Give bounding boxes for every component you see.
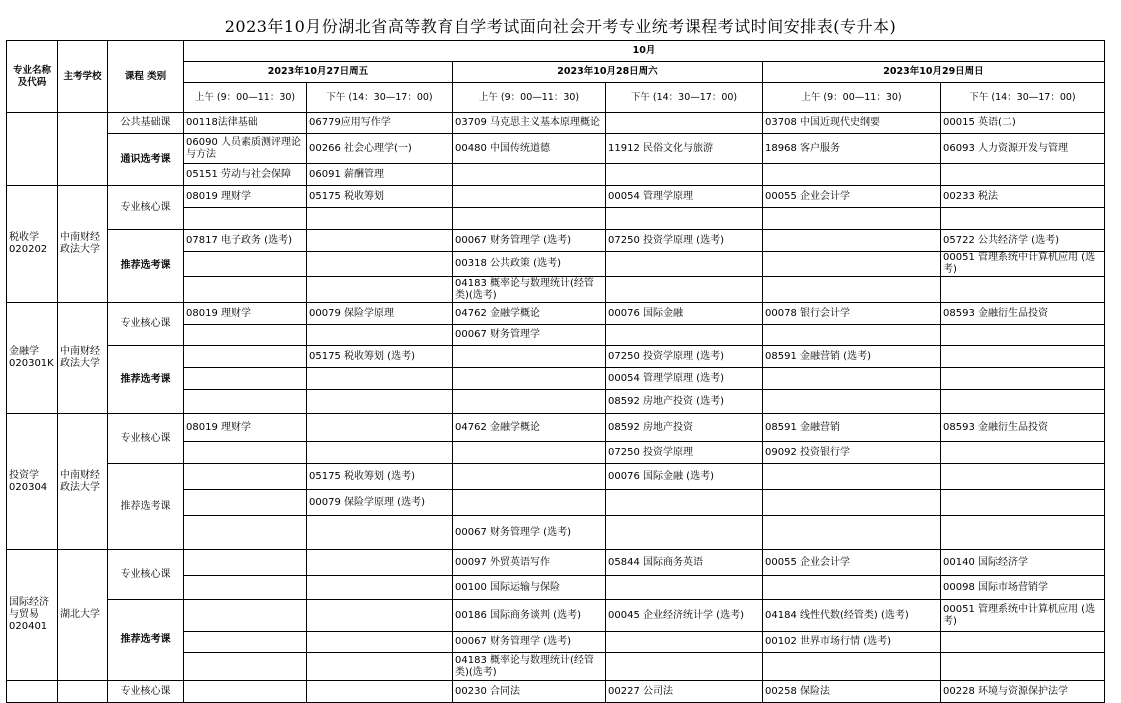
course-cell xyxy=(941,632,1105,653)
course-cell xyxy=(307,230,453,252)
course-cell xyxy=(763,516,941,550)
course-cell: 00054 管理学原理 (选考) xyxy=(606,368,763,390)
course-cell xyxy=(307,208,453,230)
course-cell xyxy=(941,490,1105,516)
header-school: 主考学校 xyxy=(58,41,108,113)
category-core: 专业核心课 xyxy=(108,681,184,703)
course-cell: 08591 金融营销 (选考) xyxy=(763,346,941,368)
course-cell xyxy=(184,442,307,464)
course-cell xyxy=(606,164,763,186)
course-cell xyxy=(184,464,307,490)
course-cell xyxy=(453,368,606,390)
table-row xyxy=(7,414,1105,442)
course-cell: 00097 外贸英语写作 xyxy=(453,550,606,576)
course-cell xyxy=(307,632,453,653)
major-name: 投资学020304 xyxy=(7,414,58,550)
header-major: 专业名称及代码 xyxy=(7,41,58,113)
course-cell xyxy=(453,464,606,490)
major-school: 中南财经政法大学 xyxy=(58,186,108,303)
course-cell: 00102 世界市场行情 (选考) xyxy=(763,632,941,653)
course-cell xyxy=(453,164,606,186)
course-cell: 07250 投资学原理 (选考) xyxy=(606,346,763,368)
major-school: 中南财经政法大学 xyxy=(58,303,108,414)
course-cell xyxy=(453,442,606,464)
course-cell: 00076 国际金融 (选考) xyxy=(606,464,763,490)
category-elective: 推荐选考课 xyxy=(108,346,184,414)
course-cell: 00067 财务管理学 xyxy=(453,325,606,346)
category-elective: 推荐选考课 xyxy=(108,230,184,303)
course-cell: 00227 公司法 xyxy=(606,681,763,703)
course-cell xyxy=(307,550,453,576)
course-cell xyxy=(184,277,307,303)
course-cell xyxy=(763,653,941,681)
course-cell xyxy=(606,516,763,550)
course-cell: 00054 管理学原理 xyxy=(606,186,763,208)
table-row xyxy=(7,464,1105,490)
course-cell xyxy=(307,252,453,277)
course-cell xyxy=(763,325,941,346)
header-day1: 2023年10月27日周五 xyxy=(184,62,453,83)
course-cell: 00051 管理系统中计算机应用 (选考) xyxy=(941,600,1105,632)
course-cell: 00100 国际运输与保险 xyxy=(453,576,606,600)
course-cell: 06091 薪酬管理 xyxy=(307,164,453,186)
header-day2: 2023年10月28日周六 xyxy=(453,62,763,83)
course-cell: 05175 税收筹划 (选考) xyxy=(307,464,453,490)
schedule-table xyxy=(6,40,1105,703)
course-cell xyxy=(941,368,1105,390)
course-cell xyxy=(606,113,763,134)
header-pm: 下午 (14：30—17：00) xyxy=(606,83,763,113)
header-month: 10月 xyxy=(184,41,1105,62)
course-cell xyxy=(763,576,941,600)
course-cell xyxy=(184,600,307,632)
course-cell: 05151 劳动与社会保障 xyxy=(184,164,307,186)
course-cell xyxy=(307,390,453,414)
table-row xyxy=(7,41,1105,62)
course-cell xyxy=(606,576,763,600)
course-cell: 00055 企业会计学 xyxy=(763,186,941,208)
course-cell: 00228 环境与资源保护法学 xyxy=(941,681,1105,703)
course-cell: 00067 财务管理学 (选考) xyxy=(453,632,606,653)
course-cell xyxy=(606,653,763,681)
course-cell xyxy=(307,414,453,442)
course-cell xyxy=(763,252,941,277)
category-elective: 推荐选考课 xyxy=(108,600,184,681)
course-cell xyxy=(307,368,453,390)
course-cell: 04184 线性代数(经管类) (选考) xyxy=(763,600,941,632)
course-cell: 00480 中国传统道德 xyxy=(453,134,606,164)
course-cell: 00051 管理系统中计算机应用 (选考) xyxy=(941,252,1105,277)
course-cell: 00230 合同法 xyxy=(453,681,606,703)
header-day3: 2023年10月29日周日 xyxy=(763,62,1105,83)
header-pm: 下午 (14：30—17：00) xyxy=(941,83,1105,113)
course-cell: 08592 房地产投资 (选考) xyxy=(606,390,763,414)
course-cell xyxy=(453,208,606,230)
course-cell: 00055 企业会计学 xyxy=(763,550,941,576)
course-cell: 05175 税收筹划 xyxy=(307,186,453,208)
header-am: 上午 (9：00—11：30) xyxy=(184,83,307,113)
course-cell: 00045 企业经济统计学 (选考) xyxy=(606,600,763,632)
course-cell: 07817 电子政务 (选考) xyxy=(184,230,307,252)
course-cell xyxy=(606,277,763,303)
course-cell xyxy=(184,516,307,550)
course-cell: 00079 保险学原理 xyxy=(307,303,453,325)
major-name: 国际经济与贸易020401 xyxy=(7,550,58,681)
course-cell: 00098 国际市场营销学 xyxy=(941,576,1105,600)
course-cell: 18968 客户服务 xyxy=(763,134,941,164)
course-cell xyxy=(184,653,307,681)
course-cell xyxy=(184,490,307,516)
course-cell: 08019 理财学 xyxy=(184,186,307,208)
course-cell: 05844 国际商务英语 xyxy=(606,550,763,576)
header-am: 上午 (9：00—11：30) xyxy=(763,83,941,113)
course-cell: 00118法律基础 xyxy=(184,113,307,134)
course-cell: 04762 金融学概论 xyxy=(453,303,606,325)
course-cell xyxy=(184,368,307,390)
category-core: 专业核心课 xyxy=(108,550,184,600)
course-cell: 06779应用写作学 xyxy=(307,113,453,134)
course-cell: 00186 国际商务谈判 (选考) xyxy=(453,600,606,632)
course-cell xyxy=(453,346,606,368)
table-row xyxy=(7,186,1105,208)
course-cell: 08591 金融营销 xyxy=(763,414,941,442)
category-core: 专业核心课 xyxy=(108,303,184,346)
course-cell xyxy=(307,442,453,464)
common-major-cell xyxy=(7,113,58,186)
course-cell xyxy=(941,164,1105,186)
course-cell: 07250 投资学原理 xyxy=(606,442,763,464)
table-row xyxy=(7,303,1105,325)
major-name: 金融学020301K xyxy=(7,303,58,414)
course-cell: 08593 金融衍生品投资 xyxy=(941,303,1105,325)
course-cell: 05722 公共经济学 (选考) xyxy=(941,230,1105,252)
course-cell xyxy=(941,277,1105,303)
course-cell xyxy=(606,252,763,277)
header-am: 上午 (9：00—11：30) xyxy=(453,83,606,113)
course-cell: 00067 财务管理学 (选考) xyxy=(453,516,606,550)
course-cell xyxy=(307,600,453,632)
course-cell: 03709 马克思主义基本原理概论 xyxy=(453,113,606,134)
course-cell xyxy=(941,653,1105,681)
course-cell: 03708 中国近现代史纲要 xyxy=(763,113,941,134)
course-cell xyxy=(606,490,763,516)
table-row xyxy=(7,346,1105,368)
course-cell xyxy=(453,390,606,414)
course-cell xyxy=(941,325,1105,346)
course-cell: 04762 金融学概论 xyxy=(453,414,606,442)
header-course-type: 课程 类别 xyxy=(108,41,184,113)
table-row xyxy=(7,113,1105,134)
course-cell xyxy=(763,277,941,303)
page-title: 2023年10月份湖北省高等教育自学考试面向社会开考专业统考课程考试时间安排表(专升本) xyxy=(224,17,897,36)
table-row xyxy=(7,681,1105,703)
course-cell xyxy=(941,346,1105,368)
course-cell xyxy=(184,346,307,368)
category-core: 专业核心课 xyxy=(108,414,184,464)
table-row xyxy=(7,550,1105,576)
course-cell xyxy=(453,490,606,516)
course-cell xyxy=(453,186,606,208)
course-cell: 05175 税收筹划 (选考) xyxy=(307,346,453,368)
course-cell xyxy=(307,277,453,303)
course-cell: 00079 保险学原理 (选考) xyxy=(307,490,453,516)
course-cell: 08019 理财学 xyxy=(184,303,307,325)
course-cell xyxy=(763,230,941,252)
course-cell xyxy=(184,576,307,600)
course-cell: 00078 银行会计学 xyxy=(763,303,941,325)
course-cell xyxy=(763,208,941,230)
course-cell xyxy=(184,390,307,414)
course-cell xyxy=(184,252,307,277)
course-cell xyxy=(307,653,453,681)
course-cell: 08019 理财学 xyxy=(184,414,307,442)
table-row xyxy=(7,230,1105,252)
course-cell: 06090 人员素质测评理论与方法 xyxy=(184,134,307,164)
table-row xyxy=(7,600,1105,632)
course-cell xyxy=(763,368,941,390)
course-cell xyxy=(606,325,763,346)
common-school-cell xyxy=(58,113,108,186)
course-cell: 00015 英语(二) xyxy=(941,113,1105,134)
course-cell: 00266 社会心理学(一) xyxy=(307,134,453,164)
major-name: 税收学020202 xyxy=(7,186,58,303)
category-general: 通识选考课 xyxy=(108,134,184,186)
category-elective: 推荐选考课 xyxy=(108,464,184,550)
category-public: 公共基础课 xyxy=(108,113,184,134)
course-cell: 00318 公共政策 (选考) xyxy=(453,252,606,277)
course-cell: 00140 国际经济学 xyxy=(941,550,1105,576)
course-cell xyxy=(307,325,453,346)
course-cell xyxy=(941,516,1105,550)
major-school: 中南财经政法大学 xyxy=(58,414,108,550)
course-cell xyxy=(184,550,307,576)
course-cell: 08593 金融衍生品投资 xyxy=(941,414,1105,442)
table-row xyxy=(7,134,1105,164)
course-cell xyxy=(763,464,941,490)
course-cell: 09092 投资银行学 xyxy=(763,442,941,464)
course-cell xyxy=(941,442,1105,464)
course-cell: 11912 民俗文化与旅游 xyxy=(606,134,763,164)
course-cell xyxy=(606,208,763,230)
course-cell xyxy=(307,681,453,703)
course-cell xyxy=(307,516,453,550)
course-cell xyxy=(941,208,1105,230)
header-pm: 下午 (14：30—17：00) xyxy=(307,83,453,113)
course-cell xyxy=(184,632,307,653)
course-cell xyxy=(184,208,307,230)
course-cell: 07250 投资学原理 (选考) xyxy=(606,230,763,252)
course-cell xyxy=(606,632,763,653)
major-school xyxy=(58,681,108,703)
course-cell xyxy=(307,576,453,600)
course-cell xyxy=(763,490,941,516)
course-cell: 00233 税法 xyxy=(941,186,1105,208)
major-school: 湖北大学 xyxy=(58,550,108,681)
course-cell: 06093 人力资源开发与管理 xyxy=(941,134,1105,164)
course-cell xyxy=(184,325,307,346)
course-cell: 00076 国际金融 xyxy=(606,303,763,325)
course-cell: 04183 概率论与数理统计(经管类)(选考) xyxy=(453,277,606,303)
course-cell: 08592 房地产投资 xyxy=(606,414,763,442)
course-cell xyxy=(763,164,941,186)
course-cell xyxy=(184,681,307,703)
course-cell: 00067 财务管理学 (选考) xyxy=(453,230,606,252)
course-cell: 04183 概率论与数理统计(经管类)(选考) xyxy=(453,653,606,681)
course-cell xyxy=(763,390,941,414)
course-cell: 00258 保险法 xyxy=(763,681,941,703)
course-cell xyxy=(941,464,1105,490)
major-name xyxy=(7,681,58,703)
course-cell xyxy=(941,390,1105,414)
category-core: 专业核心课 xyxy=(108,186,184,230)
